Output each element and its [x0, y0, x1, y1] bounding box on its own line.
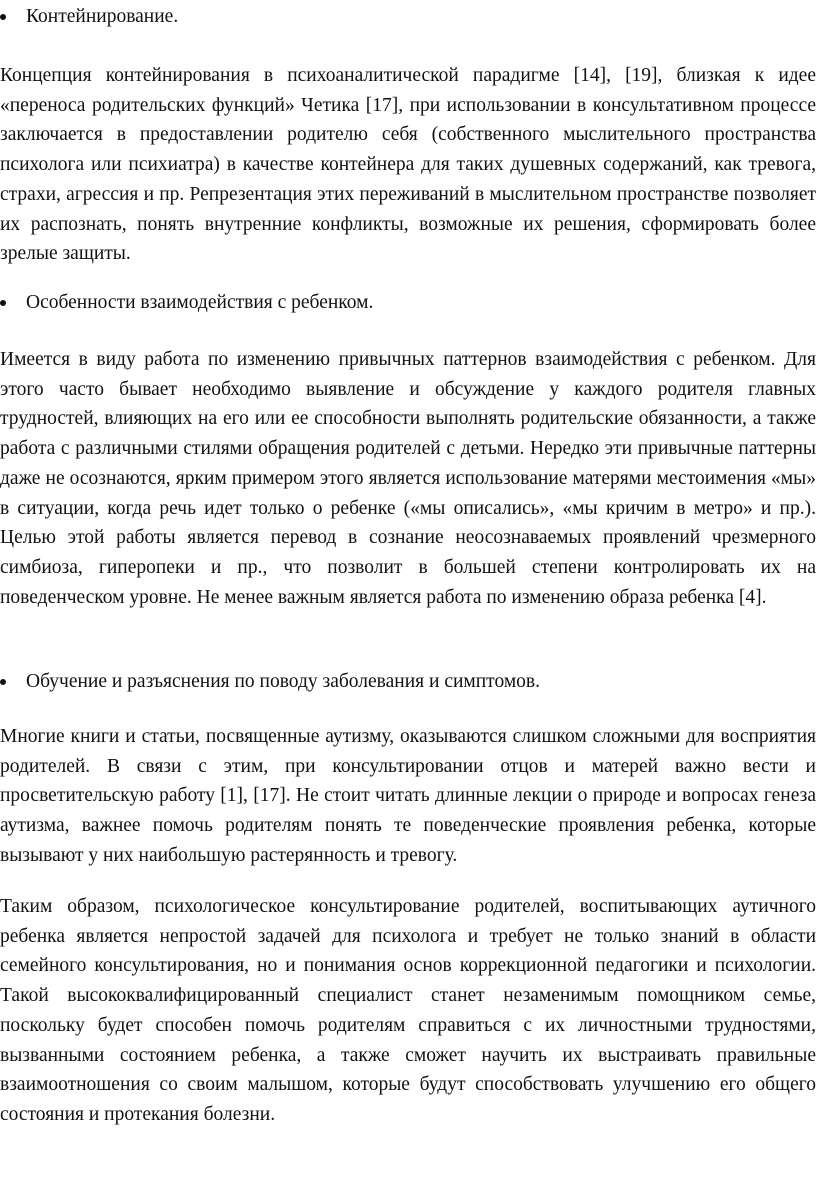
bullet-icon	[0, 679, 6, 685]
paragraph-conclusion: Таким образом, психологическое консультирование родителей, воспитывающих аутичного ребенка является непростой задачей для психолога и требует не только знаний в области семейного консультирования, но и понимания основ коррекционной педагогики и психологии. Такой высококвалифицированный специалист станет незаменимым помощником семье, поскольку будет способен помочь родителям справиться с их личностными трудностями, вызванными состоянием ребенка, а также сможет научить их выстраивать правильные взаимоотношения со своим малышом, которые будут способствовать улучшению его общего состояния и протекания болезни.	[0, 896, 816, 1125]
bullet-heading: Обучение и разъяснения по поводу заболевания и симптомов.	[26, 671, 540, 692]
bullet-icon	[0, 14, 6, 20]
bullet-heading: Контейнирование.	[26, 6, 179, 27]
paragraph-education: Многие книги и статьи, посвященные аутизму, оказываются слишком сложными для восприятия родителей. В связи с этим, при консультировании отцов и матерей важно вести и просветительскую работу [1], [17]. Не стоит читать длинные лекции о природе и вопросах генеза аутизма, важнее помочь родителям понять те поведенческие проявления ребенка, которые вызывают у них наибольшую растерянность и тревогу.	[0, 726, 816, 866]
paragraph-interaction: Имеется в виду работа по изменению привычных паттернов взаимодействия с ребенком. Для этого часто бывает необходимо выявление и обсуждение у каждого родителя главных трудностей, влияющих на его или ее способности выполнять родительские обязанности, а также работа с различными стилями обращения родителей с детьми. Нередко эти привычные паттерны даже не осознаются, ярким примером этого является использование матерями местоимения «мы» в ситуации, когда речь идет только о ребенке («мы описались», «мы кричим в метро» и пр.). Целью этой работы является перевод в сознание неосознаваемых проявлений чрезмерного симбиоза, гиперопеки и пр., что позволит в большей степени контролировать их на поведенческом уровне. Не менее важным является работа по изменению образа ребенка [4].	[0, 349, 816, 608]
paragraph-containment: Концепция контейнирования в психоаналитической парадигме [14], [19], близкая к идее «переноса родительских функций» Четика [17], при использовании в консультативном процессе заключается в предоставлении родителю себя (собственного мыслительного пространства психолога или психиатра) в качестве контейнера для таких душевных содержаний, как тревога, страхи, агрессия и пр. Репрезентация этих переживаний в мыслительном пространстве позволяет их распознать, понять внутренние конфликты, возможные их решения, сформировать более зрелые защиты.	[0, 65, 816, 265]
bullet-heading: Особенности взаимодействия с ребенком.	[26, 292, 374, 313]
bullet-icon	[0, 300, 6, 306]
